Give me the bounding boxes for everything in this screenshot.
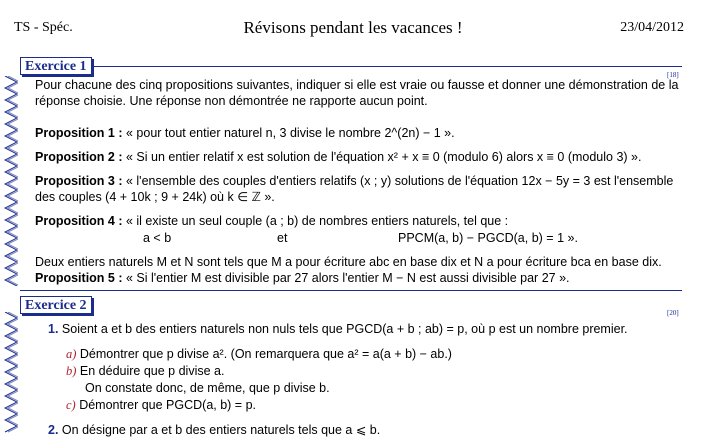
exercise-2-label: Exercice 2 <box>20 296 92 314</box>
proposition-5 <box>35 270 570 287</box>
proposition-2 <box>35 149 641 166</box>
question-1a-text: Démontrer que p divise a². (On remarquera que a² = a(a + b) − ab.) <box>79 347 452 361</box>
question-1b-letter: b) <box>66 364 77 378</box>
proposition-1 <box>35 125 455 142</box>
exercise-1-label: Exercice 1 <box>20 57 92 75</box>
exercise-1-rule <box>20 66 682 67</box>
question-2-number: 2. <box>48 423 59 437</box>
question-1-text: Soient a et b des entiers naturels non nuls tels que PGCD(a + b ; ab) = p, où p est un nombre premier. <box>61 322 628 336</box>
question-1a-letter: a) <box>66 347 77 361</box>
ex1-intro-line2: réponse choisie. Une réponse non démontrée ne rapporte aucun point. <box>35 94 428 108</box>
proposition-4-condition-2: PPCM(a, b) − PGCD(a, b) = 1 ». <box>398 231 578 245</box>
exercise-1-points: [18] <box>667 71 679 79</box>
proposition-1-text: « pour tout entier naturel n, 3 divise le nombre 2^(2n) − 1 ». <box>125 126 455 140</box>
ex1-intro-line1: Pour chacune des cinq propositions suivantes, indiquer si elle est vraie ou fausse et donner une démonstration de la <box>35 78 679 92</box>
question-1b-text-line2: On constate donc, de même, que p divise b. <box>85 381 330 395</box>
question-1 <box>48 321 628 338</box>
question-1c-text: Démontrer que PGCD(a, b) = p. <box>79 398 257 412</box>
proposition-5-intro: Deux entiers naturels M et N sont tels que M a pour écriture abc en base dix et N a pour écriture bca en base dix. <box>35 255 662 269</box>
proposition-2-label: Proposition 2 : <box>35 150 123 164</box>
question-2-text: On désigne par a et b des entiers naturels tels que a ⩽ b. <box>61 423 381 437</box>
exercise-2-points: [20] <box>667 309 679 317</box>
question-1c-letter: c) <box>66 398 76 412</box>
proposition-3-text-line2: des couples (4 + 10k ; 9 + 24k) où k ∈ ℤ ». <box>35 190 275 204</box>
question-1b-text: En déduire que p divise a. <box>79 364 225 378</box>
proposition-4 <box>35 213 508 230</box>
question-1b <box>66 363 224 380</box>
proposition-4-condition-1: a < b <box>143 231 172 245</box>
proposition-3-label: Proposition 3 : <box>35 174 123 188</box>
proposition-3 <box>35 173 673 190</box>
header-left: TS - Spéc. <box>14 20 73 35</box>
margin-zigzag-2 <box>4 312 18 433</box>
question-1-number: 1. <box>48 322 59 336</box>
question-2 <box>48 422 380 439</box>
exercise-2-rule <box>20 290 682 291</box>
proposition-2-text: « Si un entier relatif x est solution de l'équation x² + x ≡ 0 (modulo 6) alors x ≡ 0 (modulo 3) ». <box>125 150 642 164</box>
proposition-5-label: Proposition 5 : <box>35 271 123 285</box>
margin-zigzag-1 <box>4 76 18 286</box>
proposition-4-condition-and: et <box>277 231 288 245</box>
question-1a <box>66 346 452 363</box>
proposition-4-text: « il existe un seul couple (a ; b) de nombres entiers naturels, tel que : <box>125 214 509 228</box>
proposition-1-label: Proposition 1 : <box>35 126 123 140</box>
proposition-5-text: « Si l'entier M est divisible par 27 alors l'entier M − N est aussi divisible par 27 ». <box>125 271 570 285</box>
proposition-3-text-line1: « l'ensemble des couples d'entiers relatifs (x ; y) solutions de l'équation 12x − 5y = 3 est l'ensemble <box>125 174 674 188</box>
proposition-4-label: Proposition 4 : <box>35 214 123 228</box>
question-1c <box>66 397 256 414</box>
page-title: Révisons pendant les vacances ! <box>243 18 463 37</box>
header-date: 23/04/2012 <box>620 20 684 35</box>
